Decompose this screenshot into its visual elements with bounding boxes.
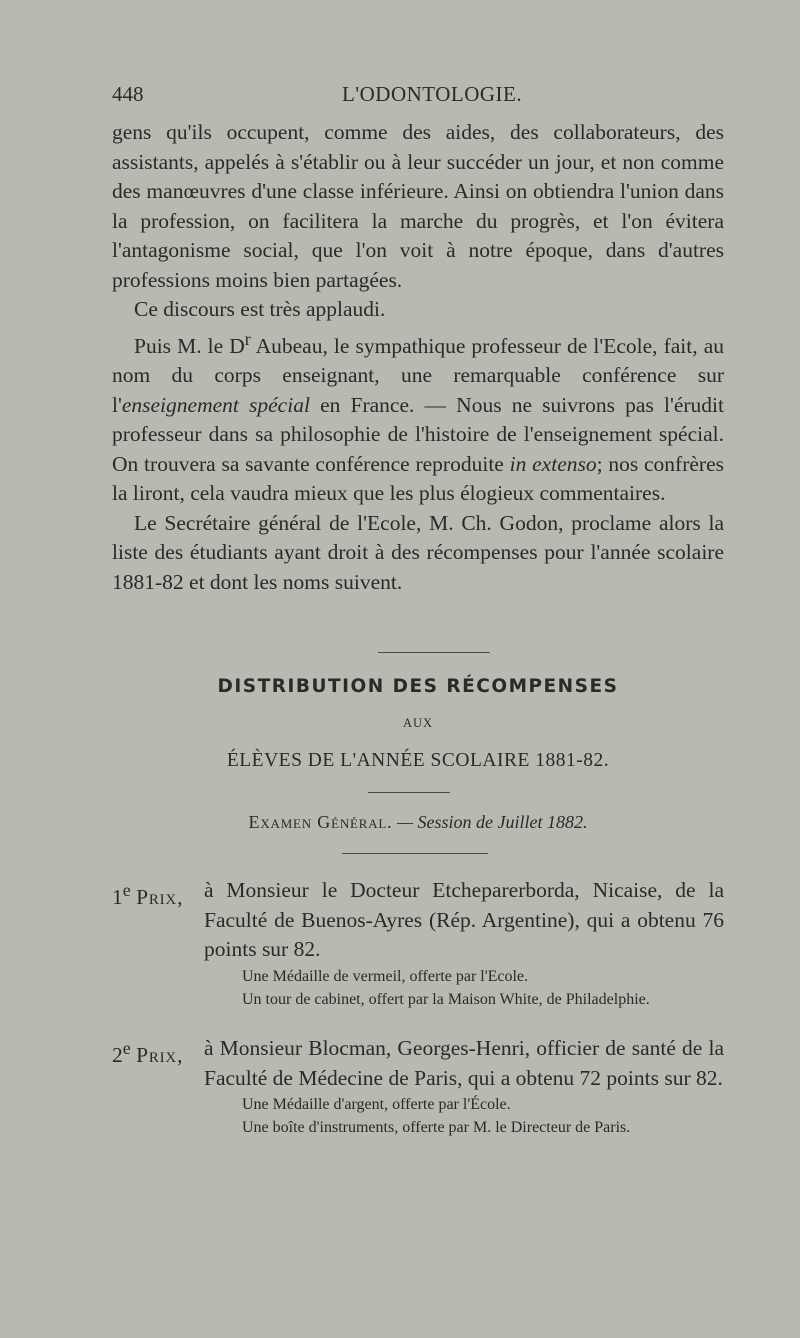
prize-note: Une Médaille d'argent, offerte par l'École.: [242, 1096, 511, 1113]
exam-label: Examen Général.: [248, 812, 393, 832]
paragraph: [112, 325, 724, 509]
running-title: L'ODONTOLOGIE.: [342, 82, 523, 106]
exam-session: — Session de Juillet 1882.: [396, 812, 588, 832]
italic-phrase: enseignement spécial: [121, 392, 310, 417]
prize-entry: [112, 1034, 724, 1139]
text-run: en France. — Nous ne suivrons pas l'érudit professeur dans sa philosophie de l'histoire de l'enseignement spécial. On trouvera sa savante conférence reproduite: [112, 392, 724, 476]
prize-word: Prix,: [136, 1043, 184, 1068]
body-text: [112, 118, 724, 597]
section-title: DISTRIBUTION DES RÉCOMPENSES: [217, 676, 619, 697]
prize-note: Un tour de cabinet, offert par la Maison White, de Philadelphie.: [242, 990, 650, 1008]
prize-label: 2e Prix,: [112, 1038, 184, 1068]
divider: [342, 853, 488, 854]
prize-entry: [112, 876, 724, 1011]
text-run: ; nos confrères la liront, cela vaudra mieux que les plus élogieux commentaires.: [112, 451, 724, 506]
prize-text: à Monsieur le Docteur Etcheparerborda, Nicaise, de la Faculté de Buenos-Ayres (Rép. Argentine), qui a obtenu 76 points sur 82.: [204, 878, 724, 961]
section-subtitle: ÉLÈVES DE L'ANNÉE SCOLAIRE 1881-82.: [226, 750, 610, 771]
paragraph: Ce discours est très applaudi.: [134, 297, 386, 321]
italic-phrase: in extenso: [509, 451, 597, 476]
page-header: [112, 82, 722, 112]
text-run: Aubeau, le sympathique professeur de l'Ecole, fait, au nom du corps enseignant, une remarquable conférence sur l': [112, 333, 724, 417]
paragraph: Le Secrétaire général de l'Ecole, M. Ch. Godon, proclame alors la liste des étudiants ayant droit à des récompenses pour l'année scolaire 1881-82 et dont les noms suivent.: [112, 510, 724, 594]
divider: [378, 652, 490, 653]
prize-text: à Monsieur Blocman, Georges-Henri, officier de santé de la Faculté de Médecine de Paris, qui a obtenu 72 points sur 82.: [204, 1036, 724, 1090]
divider: [368, 792, 450, 793]
paragraph: gens qu'ils occupent, comme des aides, des collaborateurs, des assistants, appelés à s'établir ou à leur succéder un jour, et non comme des manœuvres d'une classe inférieure. Ainsi on obtiendra l'union dans la profession, on facilitera la marche du progrès, et l'on évitera l'antagonisme social, que l'on voit à notre époque, dans d'autres professions moins bien partagées.: [112, 120, 724, 292]
exam-heading: [112, 812, 724, 833]
text-run: Puis M. le D: [134, 333, 245, 358]
page-number: 448: [112, 82, 144, 106]
prize-number: 1: [112, 885, 123, 910]
prize-note: Une boîte d'instruments, offerte par M. le Directeur de Paris.: [242, 1119, 631, 1136]
prize-number: 2: [112, 1043, 123, 1068]
prize-label: 1e Prix,: [112, 880, 184, 910]
prize-note: Une Médaille de vermeil, offerte par l'Ecole.: [242, 967, 529, 985]
superscript: r: [244, 328, 251, 349]
prize-word: Prix,: [136, 885, 184, 910]
section-subtitle-aux: AUX: [402, 716, 434, 730]
